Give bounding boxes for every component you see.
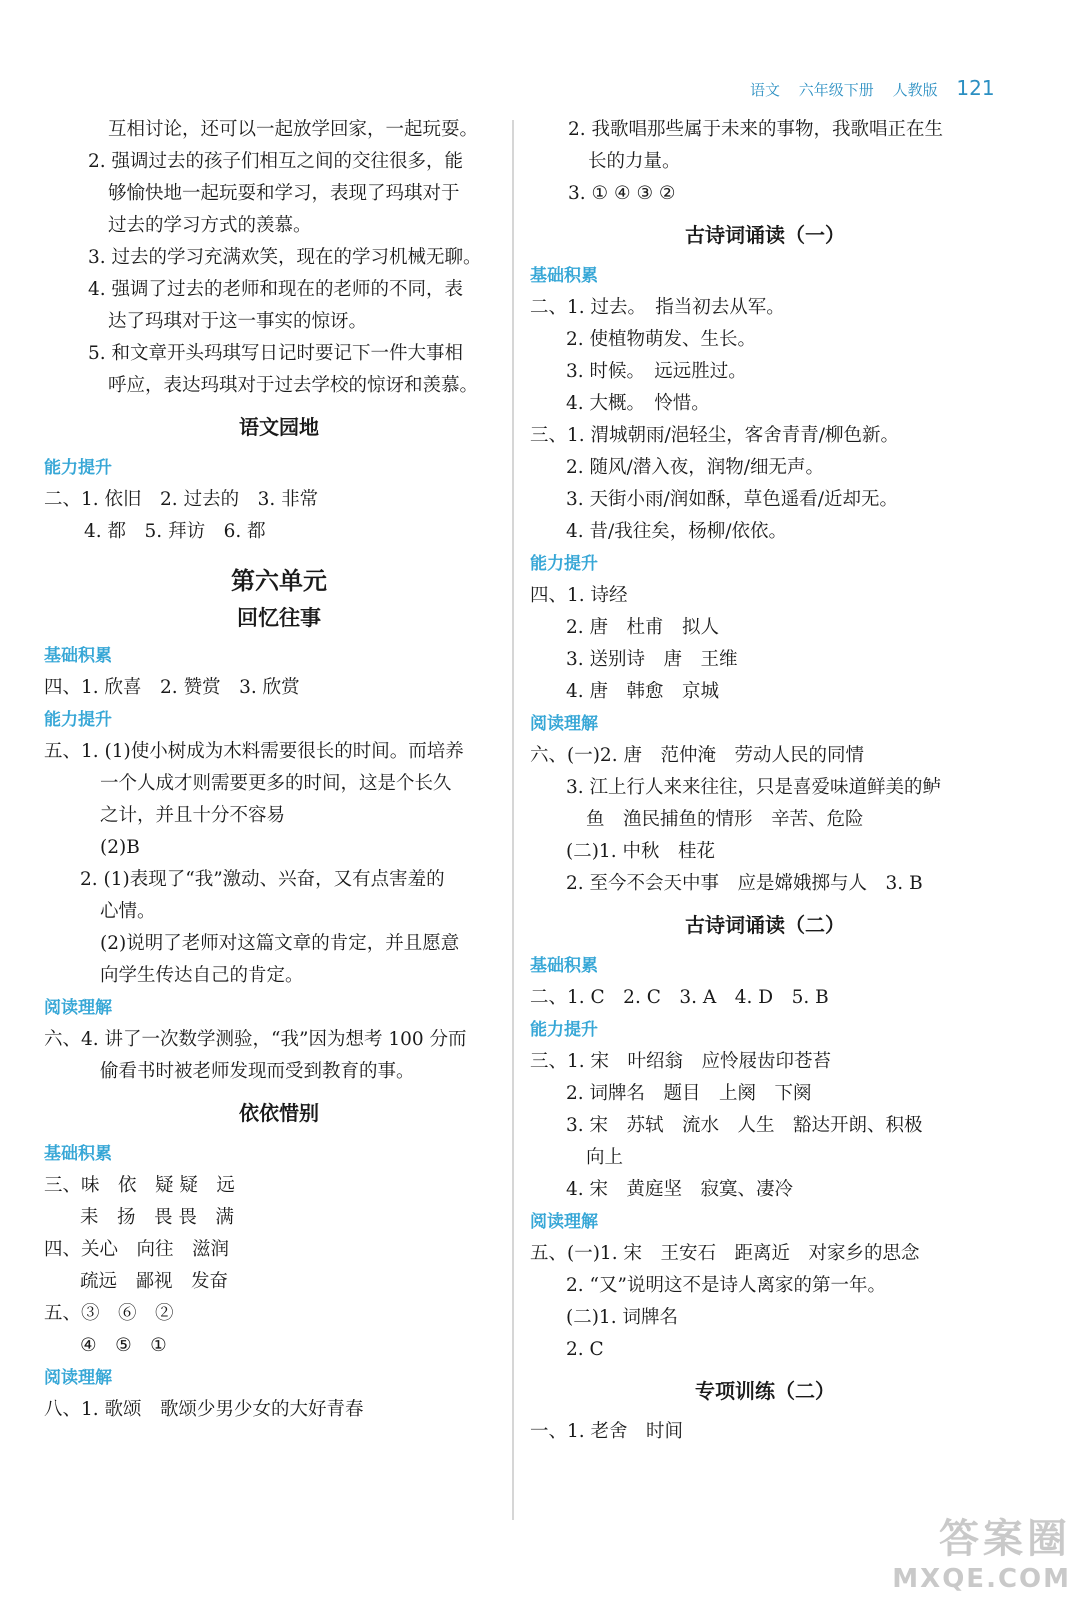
answer-line: 二、1. 依旧 2. 过去的 3. 非常 [44,489,319,510]
watermark-text: 答案圈 [939,1516,1071,1562]
right-column [530,114,1000,1448]
answer-line: ④ ⑤ ① [80,1335,167,1356]
answer-line: 4. 昔/我往矣，杨柳/依依。 [566,521,787,542]
answer-line: 2. 强调过去的孩子们相互之间的交往很多，能 [88,151,464,172]
answer-line: 3. 天街小雨/润如酥，草色遥看/近却无。 [566,489,898,510]
answer-line: 2. C [566,1339,604,1360]
section-title: 古诗词诵读（一） [685,223,845,247]
answer-line: 3. 宋 苏轼 流水 人生 豁达开朗、积极 [566,1115,923,1136]
answer-line: 互相讨论，还可以一起放学回家，一起玩耍。 [108,119,479,140]
answer-line: 八、1. 歌颂 歌颂少男少女的大好青春 [44,1399,364,1420]
page-header [750,76,995,100]
header-grade: 六年级下册 [798,81,874,99]
answer-line: 之计，并且十分不容易 [100,805,286,826]
answer-line: (二)1. 中秋 桂花 [566,841,715,862]
answer-line: 五、(一)1. 宋 王安石 距离近 对家乡的思念 [530,1243,920,1264]
watermark-logo [892,1507,1071,1594]
answer-line: 五、1. (1)使小树成为木料需要很长的时间。而培养 [44,741,464,762]
section-title: 依依惜别 [239,1101,319,1125]
section-tag: 能力提升 [530,554,598,574]
answer-line: (2)B [100,837,140,858]
answer-line: 偷看书时被老师发现而受到教育的事。 [100,1061,415,1082]
answer-line: (2)说明了老师对这篇文章的肯定，并且愿意 [100,933,460,954]
answer-line: 够愉快地一起玩耍和学习，表现了玛琪对于 [108,183,460,204]
answer-line: 四、1. 欣喜 2. 赞赏 3. 欣赏 [44,677,300,698]
answer-line: 2. (1)表现了“我”激动、兴奋，又有点害羞的 [80,869,445,890]
answer-line: 2. 至今不会天中事 应是嫦娥掷与人 3. B [566,873,923,894]
section-tag: 阅读理解 [530,1212,598,1232]
answer-line: (二)1. 词牌名 [566,1307,678,1328]
answer-line: 4. 都 5. 拜访 6. 都 [84,521,266,542]
answer-line: 达了玛琪对于这一事实的惊讶。 [108,311,368,332]
answer-line: 长的力量。 [588,151,681,172]
answer-line: 4. 大概。 怜惜。 [566,393,710,414]
section-tag: 阅读理解 [44,998,112,1018]
section-tag: 基础积累 [44,646,112,666]
section-tag: 能力提升 [44,710,112,730]
answer-line: 三、1. 宋 叶绍翁 应怜屐齿印苍苔 [530,1051,832,1072]
section-tag: 阅读理解 [530,714,598,734]
section-tag: 能力提升 [44,458,112,478]
answer-line: 2. “又”说明这不是诗人离家的第一年。 [566,1275,886,1296]
answer-line: 3. 过去的学习充满欢笑，现在的学习机械无聊。 [88,247,482,268]
answer-line: 耒 扬 畏 畏 满 [80,1207,234,1228]
answer-line: 呼应，表达玛琪对于过去学校的惊讶和羡慕。 [108,375,479,396]
answer-line: 二、1. C 2. C 3. A 4. D 5. B [530,987,829,1008]
answer-line: 过去的学习方式的羡慕。 [108,215,312,236]
answer-line: 鱼 渔民捕鱼的情形 辛苦、危险 [586,809,864,830]
answer-line: 2. 我歌唱那些属于未来的事物，我歌唱正在生 [568,119,944,140]
answer-line: 4. 宋 黄庭坚 寂寞、凄冷 [566,1179,794,1200]
watermark-url: MXQE.COM [892,1564,1071,1594]
unit-title: 第六单元 [231,567,327,595]
header-subject: 语文 [750,81,781,99]
answer-line: 向学生传达自己的肯定。 [100,965,304,986]
header-edition: 人教版 [892,81,938,99]
answer-line: 四、关心 向往 滋润 [44,1239,230,1260]
answer-line: 4. 强调了过去的老师和现在的老师的不同，表 [88,279,464,300]
answer-line: 3. ① ④ ③ ② [568,183,676,204]
answer-line: 六、4. 讲了一次数学测验，“我”因为想考 100 分而 [44,1029,467,1050]
answer-line: 3. 时候。 远远胜过。 [566,361,747,382]
answer-line: 心情。 [100,901,156,922]
answer-line: 一个人成才则需要更多的时间，这是个长久 [100,773,452,794]
answer-line: 2. 随风/潜入夜，润物/细无声。 [566,457,824,478]
answer-line: 3. 送别诗 唐 王维 [566,649,738,670]
section-tag: 能力提升 [530,1020,598,1040]
section-tag: 基础积累 [530,956,598,976]
answer-line: 2. 唐 杜甫 拟人 [566,617,720,638]
section-title: 语文园地 [239,415,319,439]
section-title: 专项训练（二） [695,1379,835,1403]
answer-line: 2. 词牌名 题目 上阕 下阕 [566,1083,812,1104]
answer-line: 六、(一)2. 唐 范仲淹 劳动人民的同情 [530,745,864,766]
answer-line: 三、1. 渭城朝雨/浥轻尘，客舍青青/柳色新。 [530,425,899,446]
left-column [44,114,514,1426]
section-tag: 基础积累 [530,266,598,286]
answer-line: 疏远 鄙视 发奋 [80,1271,229,1292]
answer-line: 5. 和文章开头玛琪写日记时要记下一件大事相 [88,343,464,364]
answer-line: 2. 使植物萌发、生长。 [566,329,757,350]
answer-line: 3. 江上行人来来往往，只是喜爱味道鲜美的鲈 [566,777,942,798]
answer-line: 二、1. 过去。 指当初去从军。 [530,297,785,318]
section-tag: 基础积累 [44,1144,112,1164]
answer-line: 四、1. 诗经 [530,585,628,606]
section-title: 回忆往事 [237,606,321,630]
section-title: 古诗词诵读（二） [685,913,845,937]
answer-line: 向上 [586,1147,624,1168]
answer-line: 五、③ ⑥ ② [44,1303,174,1324]
answer-line: 一、1. 老舍 时间 [530,1421,684,1442]
answer-line: 三、味 依 疑 疑 远 [44,1175,235,1196]
answer-line: 4. 唐 韩愈 京城 [566,681,720,702]
page-number: 121 [956,76,995,100]
section-tag: 阅读理解 [44,1368,112,1388]
